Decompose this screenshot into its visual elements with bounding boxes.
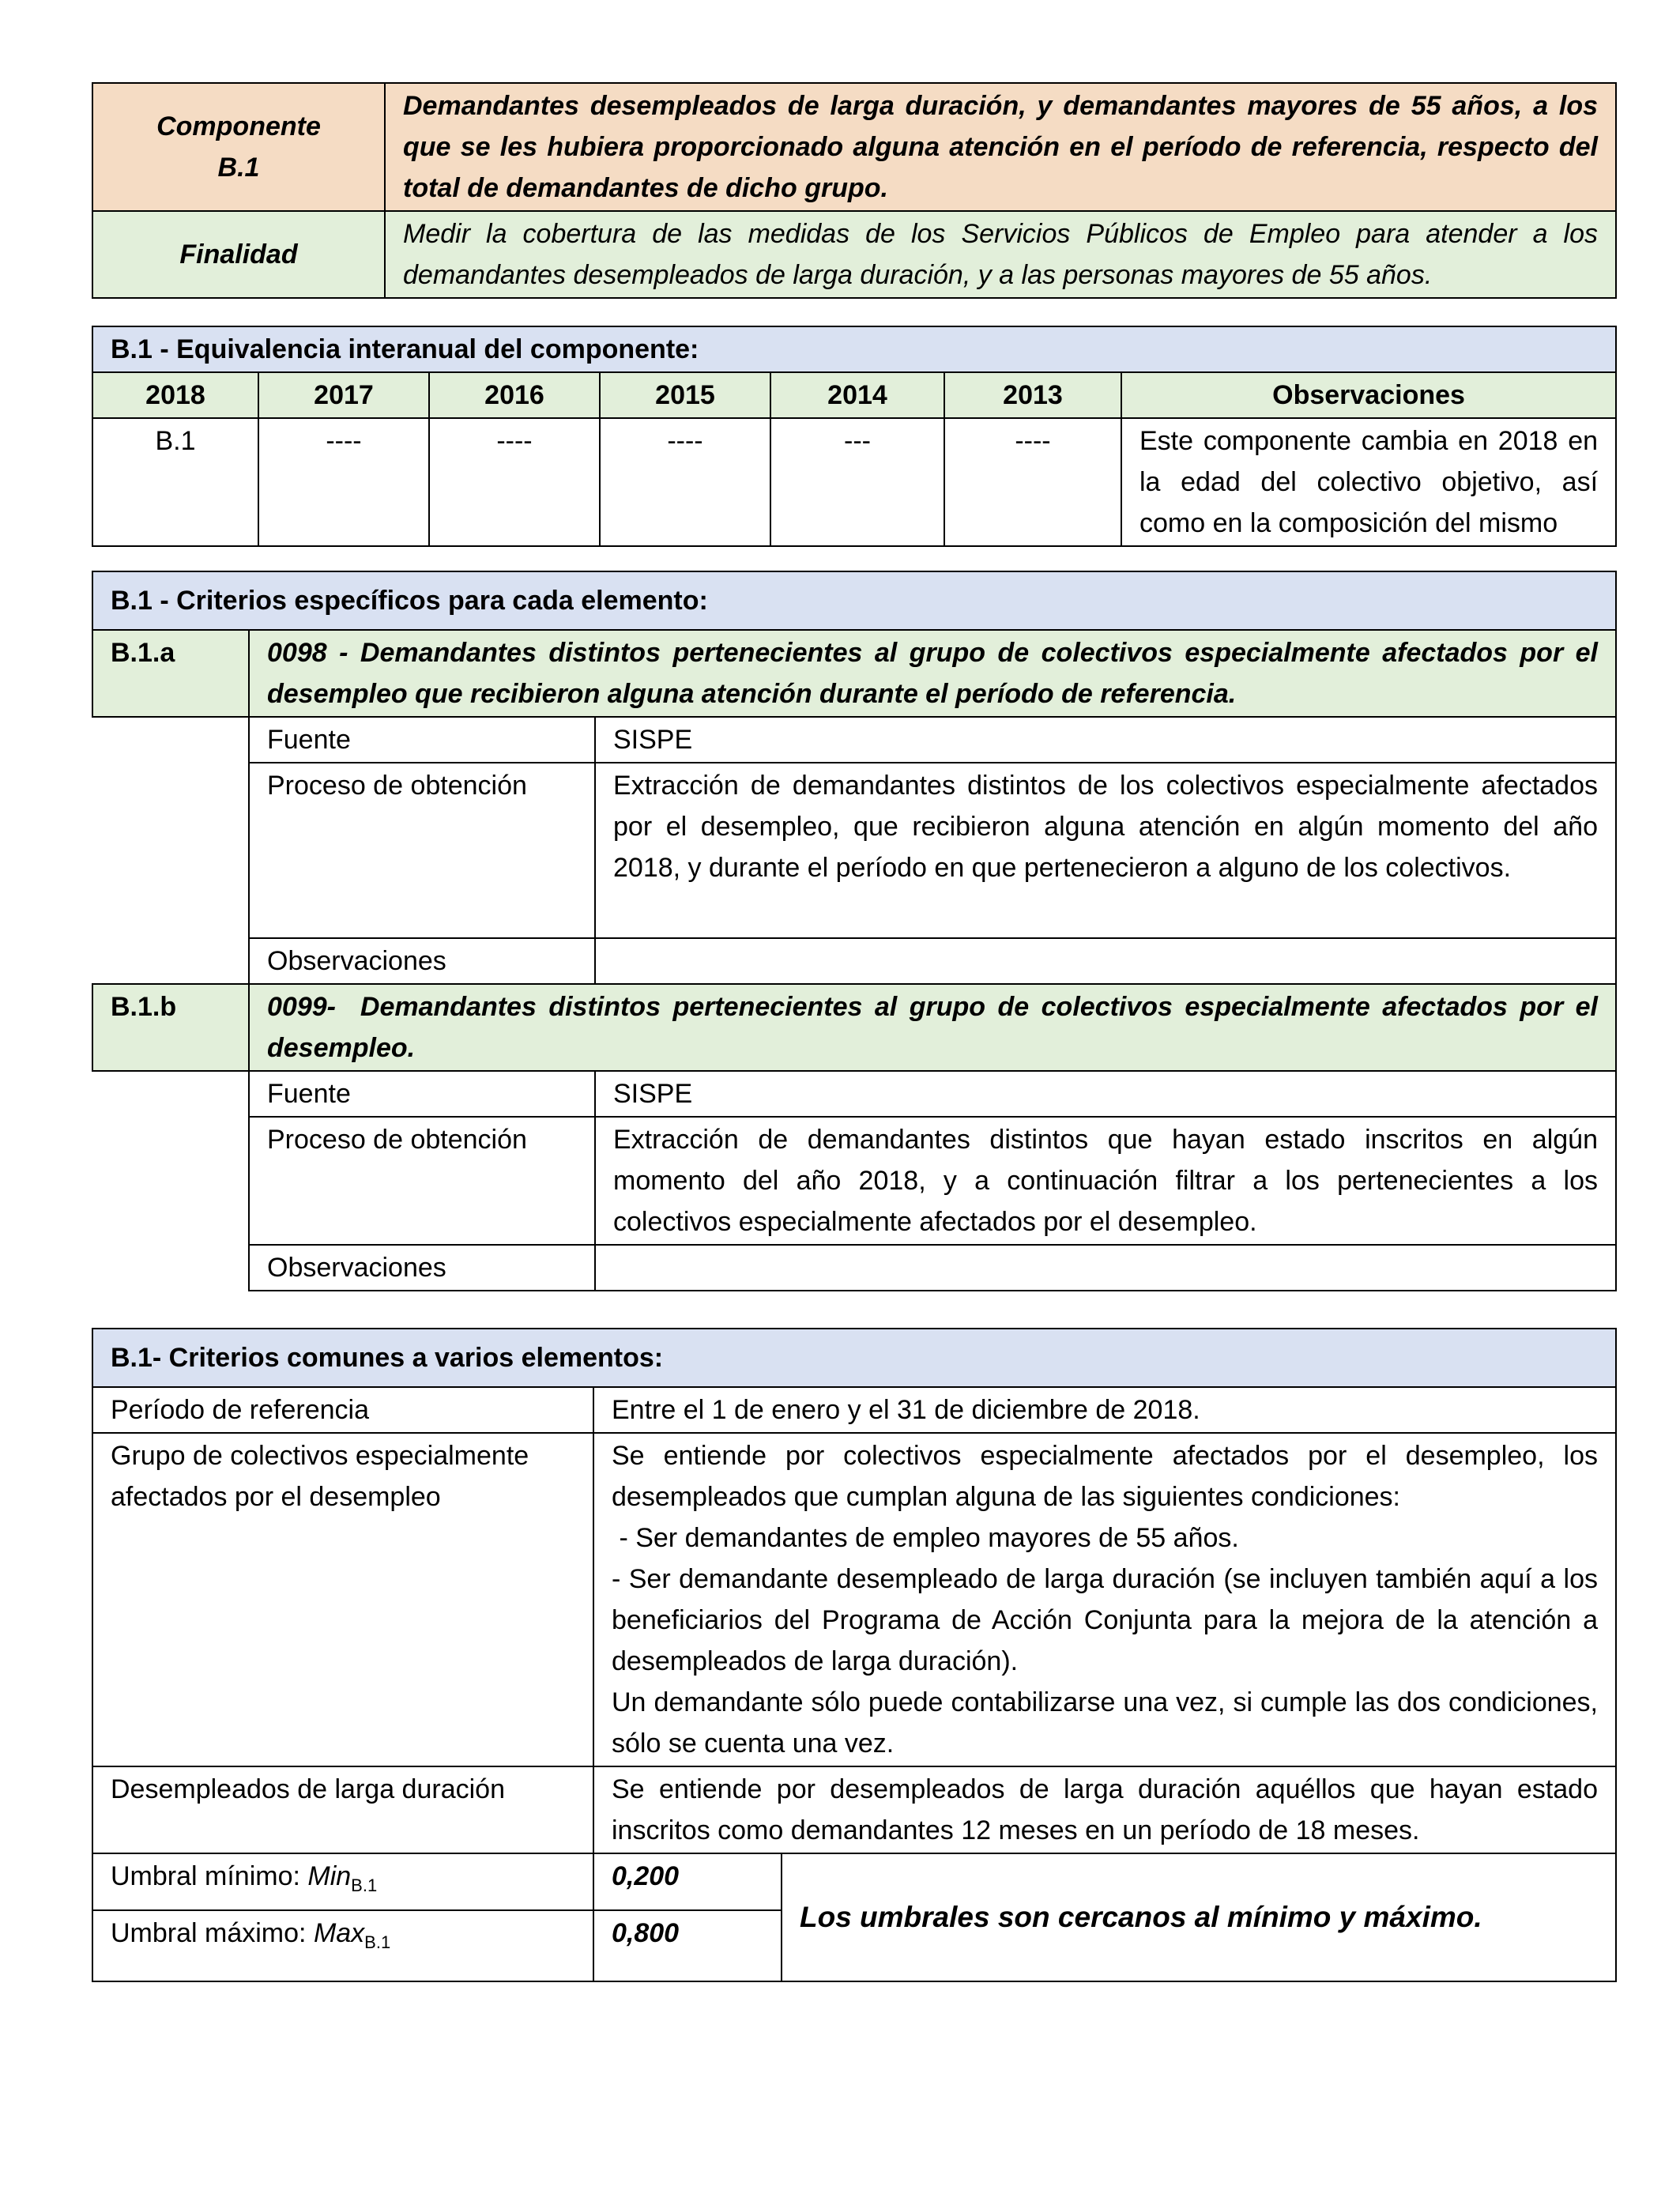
periodo-label: Período de referencia [92, 1387, 593, 1433]
fuente-label: Fuente [249, 1071, 595, 1117]
year-header-2013: 2013 [944, 372, 1121, 418]
fuente-value: SISPE [595, 717, 1616, 763]
criterios-especificos-table [92, 571, 1617, 1291]
equivalencia-cell: --- [770, 418, 944, 546]
grupo-line: - Ser demandantes de empleo mayores de 55 años. [612, 1523, 1239, 1553]
larga-duracion-label: Desempleados de larga duración [92, 1766, 593, 1853]
equivalencia-table [92, 326, 1617, 547]
grupo-line: Se entiende por colectivos especialmente afectados por el desempleo, los desempleados que cumplan alguna de las siguientes condiciones: [612, 1441, 1598, 1512]
equivalencia-cell: ---- [258, 418, 429, 546]
grupo-line: Un demandante sólo puede contabilizarse una vez, si cumple las dos condiciones, sólo se cuenta una vez. [612, 1687, 1598, 1759]
proceso-value: Extracción de demandantes distintos que hayan estado inscritos en algún momento del año 2018, y a continuación filtrar a los pertenecientes a los colectivos especialmente afectados por el desempleo. [595, 1117, 1616, 1245]
umbral-max-sub: B.1 [364, 1932, 391, 1952]
proceso-label: Proceso de obtención [249, 763, 595, 938]
equivalencia-title: B.1 - Equivalencia interanual del componente: [92, 326, 1616, 372]
year-header-2018: 2018 [92, 372, 258, 418]
fuente-value: SISPE [595, 1071, 1616, 1117]
finalidad-description: Medir la cobertura de las medidas de los Servicios Públicos de Empleo para atender a los demandantes desempleados de larga duración, y a las personas mayores de 55 años. [385, 211, 1616, 298]
componente-label: Componente [156, 111, 321, 141]
element-desc-b1a: 0098 - Demandantes distintos pertenecientes al grupo de colectivos especialmente afectados por el desempleo que recibieron alguna atención durante el período de referencia. [249, 630, 1616, 717]
umbral-note: Los umbrales son cercanos al mínimo y máximo. [782, 1853, 1616, 1981]
year-header-2015: 2015 [600, 372, 770, 418]
equivalencia-observaciones: Este componente cambia en 2018 en la edad del colectivo objetivo, así como en la composición del mismo [1121, 418, 1616, 546]
componente-description: Demandantes desempleados de larga duración, y demandantes mayores de 55 años, a los que se les hubiera proporcionado alguna atención en el período de referencia, respecto del total de demandantes de dicho grupo. [385, 83, 1616, 211]
observaciones-header: Observaciones [1121, 372, 1616, 418]
fuente-label: Fuente [249, 717, 595, 763]
especificos-title: B.1 - Criterios específicos para cada elemento: [92, 571, 1616, 630]
criterios-comunes-table [92, 1328, 1617, 1982]
observaciones-value [595, 938, 1616, 984]
component-header-table [92, 82, 1617, 299]
element-code-b1b: B.1.b [92, 984, 249, 1071]
proceso-label: Proceso de obtención [249, 1117, 595, 1245]
observaciones-label: Observaciones [249, 1245, 595, 1291]
umbral-max-var: Max [313, 1918, 365, 1948]
umbral-min-value: 0,200 [593, 1853, 782, 1910]
umbral-max-value: 0,800 [593, 1910, 782, 1981]
proceso-value: Extracción de demandantes distintos de los colectivos especialmente afectados por el desempleo, que recibieron alguna atención en algún momento del año 2018, y durante el período en que pertenecieron a alguno de los colectivos. [595, 763, 1616, 938]
larga-duracion-value: Se entiende por desempleados de larga duración aquéllos que hayan estado inscritos como demandantes 12 meses en un período de 18 meses. [593, 1766, 1616, 1853]
componente-code: B.1 [217, 153, 260, 183]
spacer-cell [92, 717, 249, 984]
umbral-min-var: Min [307, 1861, 352, 1891]
grupo-label: Grupo de colectivos especialmente afectados por el desempleo [92, 1433, 593, 1766]
equivalencia-cell: B.1 [92, 418, 258, 546]
observaciones-label: Observaciones [249, 938, 595, 984]
grupo-value [593, 1433, 1616, 1766]
comunes-title: B.1- Criterios comunes a varios elementos: [92, 1329, 1616, 1387]
equivalencia-cell: ---- [600, 418, 770, 546]
grupo-line: - Ser demandante desempleado de larga duración (se incluyen también aquí a los beneficiarios del Programa de Acción Conjunta para la mejora de la atención a desempleados de larga duración). [612, 1564, 1598, 1676]
year-header-2017: 2017 [258, 372, 429, 418]
equivalencia-cell: ---- [429, 418, 600, 546]
spacer-cell [92, 1071, 249, 1291]
table-row [92, 418, 1616, 546]
equivalencia-cell: ---- [944, 418, 1121, 546]
umbral-min-text: Umbral mínimo: [111, 1861, 308, 1891]
umbral-min-label [92, 1853, 593, 1910]
componente-label-cell [92, 83, 385, 211]
umbral-min-sub: B.1 [351, 1875, 378, 1895]
periodo-value: Entre el 1 de enero y el 31 de diciembre de 2018. [593, 1387, 1616, 1433]
element-desc-b1b: 0099- Demandantes distintos pertenecientes al grupo de colectivos especialmente afectados por el desempleo. [249, 984, 1616, 1071]
umbral-max-text: Umbral máximo: [111, 1918, 314, 1948]
finalidad-label: Finalidad [92, 211, 385, 298]
observaciones-value [595, 1245, 1616, 1291]
year-header-2016: 2016 [429, 372, 600, 418]
umbral-max-label [92, 1910, 593, 1981]
year-header-2014: 2014 [770, 372, 944, 418]
element-code-b1a: B.1.a [92, 630, 249, 717]
